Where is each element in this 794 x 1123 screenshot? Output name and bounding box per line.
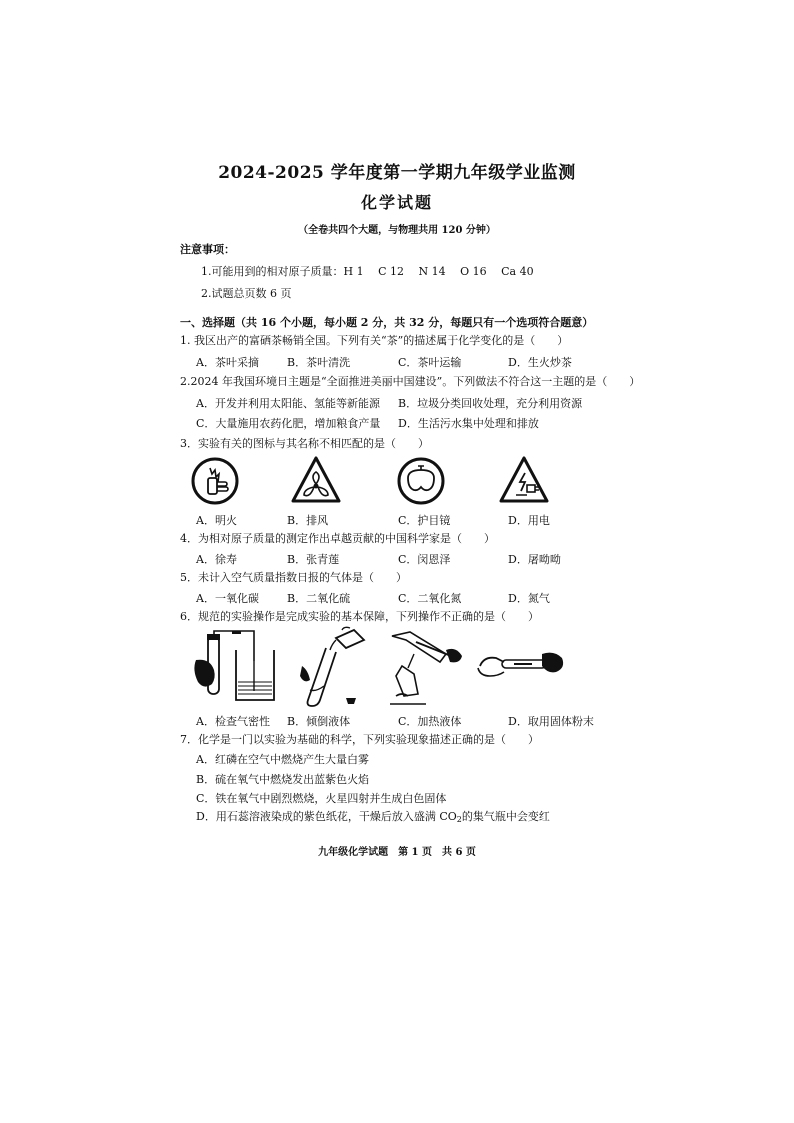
question-7-stem: 7．化学是一门以实验为基础的科学，下列实验现象描述正确的是（ ） (180, 733, 539, 746)
q1-option-d: D．生火炒茶 (508, 356, 572, 369)
exhaust-fan-icon (290, 455, 342, 505)
q7-option-d-text: D．用石蕊溶液染成的紫色纸花，干燥后放入盛满 CO (196, 810, 457, 823)
pouring-liquid-illustration (296, 626, 368, 708)
section-heading: 一、选择题（共 16 个小题，每小题 2 分，共 32 分，每题只有一个选项符合题意） (180, 316, 594, 329)
q7-option-c: C．铁在氧气中剧烈燃烧，火星四射并生成白色固体 (196, 792, 447, 805)
question-1-stem: 1. 我区出产的富硒茶畅销全国。下列有关“茶”的描述属于化学变化的是（ ） (180, 334, 569, 347)
question-3-stem: 3．实验有关的图标与其名称不相匹配的是（ ） (180, 437, 429, 450)
co2-subscript: 2 (456, 815, 462, 824)
question-4-stem: 4．为相对原子质量的测定作出卓越贡献的中国科学家是（ ） (180, 532, 495, 545)
q4-option-c: C．闵恩泽 (398, 553, 451, 566)
taking-powder-illustration (474, 646, 570, 686)
q5-option-d: D．氮气 (508, 592, 550, 605)
q6-option-a: A．检查气密性 (196, 715, 270, 728)
exam-note: （全卷共四个大题，与物理共用 120 分钟） (298, 225, 496, 236)
q3-option-b: B．排风 (287, 514, 329, 527)
question-6-stem: 6．规范的实验操作是完成实验的基本保障，下列操作不正确的是（ ） (180, 610, 539, 623)
page-footer: 九年级化学试题 第 1 页 共 6 页 (318, 847, 476, 858)
q7-option-d (196, 810, 550, 827)
q3-option-a: A．明火 (196, 514, 237, 527)
q2-option-d: D．生活污水集中处理和排放 (398, 417, 539, 430)
q5-option-a: A．一氧化碳 (196, 592, 259, 605)
notice-item-2: 2.试题总页数 6 页 (201, 287, 292, 300)
open-flame-icon (190, 456, 240, 506)
notice-heading: 注意事项： (180, 243, 235, 256)
q5-option-b: B．二氧化硫 (287, 592, 351, 605)
q2-option-c: C．大量施用农药化肥，增加粮食产量 (196, 417, 381, 430)
question-2-stem: 2.2024 年我国环境日主题是“全面推进美丽中国建设”。下列做法不符合这一主题的是（ ） (180, 375, 641, 388)
q3-option-c: C．护目镜 (398, 514, 451, 527)
electricity-icon (498, 455, 550, 505)
q1-option-a: A．茶叶采摘 (196, 356, 259, 369)
q6-option-c: C．加热液体 (398, 715, 462, 728)
question-5-stem: 5．未计入空气质量指数日报的气体是（ ） (180, 571, 407, 584)
q7-option-d-tail: 的集气瓶中会变红 (461, 810, 550, 823)
q7-option-b: B．硫在氧气中燃烧发出蓝紫色火焰 (196, 773, 370, 786)
q4-option-a: A．徐寿 (196, 553, 237, 566)
q6-option-d: D．取用固体粉末 (508, 715, 594, 728)
goggles-icon (396, 456, 446, 506)
subject-title: 化学试题 (360, 193, 433, 212)
q6-option-b: B．倾倒液体 (287, 715, 351, 728)
airtightness-check-illustration (192, 630, 278, 706)
heating-liquid-illustration (382, 630, 468, 710)
q2-option-a: A．开发并利用太阳能、氢能等新能源 (196, 397, 380, 410)
q5-option-c: C．二氧化氮 (398, 592, 462, 605)
q4-option-b: B．张青莲 (287, 553, 340, 566)
q3-option-d: D．用电 (508, 514, 550, 527)
q2-option-b: B．垃圾分类回收处理，充分利用资源 (398, 397, 583, 410)
q1-option-c: C．茶叶运输 (398, 356, 462, 369)
q1-option-b: B．茶叶清洗 (287, 356, 351, 369)
q4-option-d: D．屠呦呦 (508, 553, 561, 566)
exam-title: 2024-2025 学年度第一学期九年级学业监测 (218, 163, 576, 183)
q7-option-a: A．红磷在空气中燃烧产生大量白雾 (196, 753, 369, 766)
notice-item-1: 1.可能用到的相对原子质量：H 1 C 12 N 14 O 16 Ca 40 (201, 265, 534, 278)
